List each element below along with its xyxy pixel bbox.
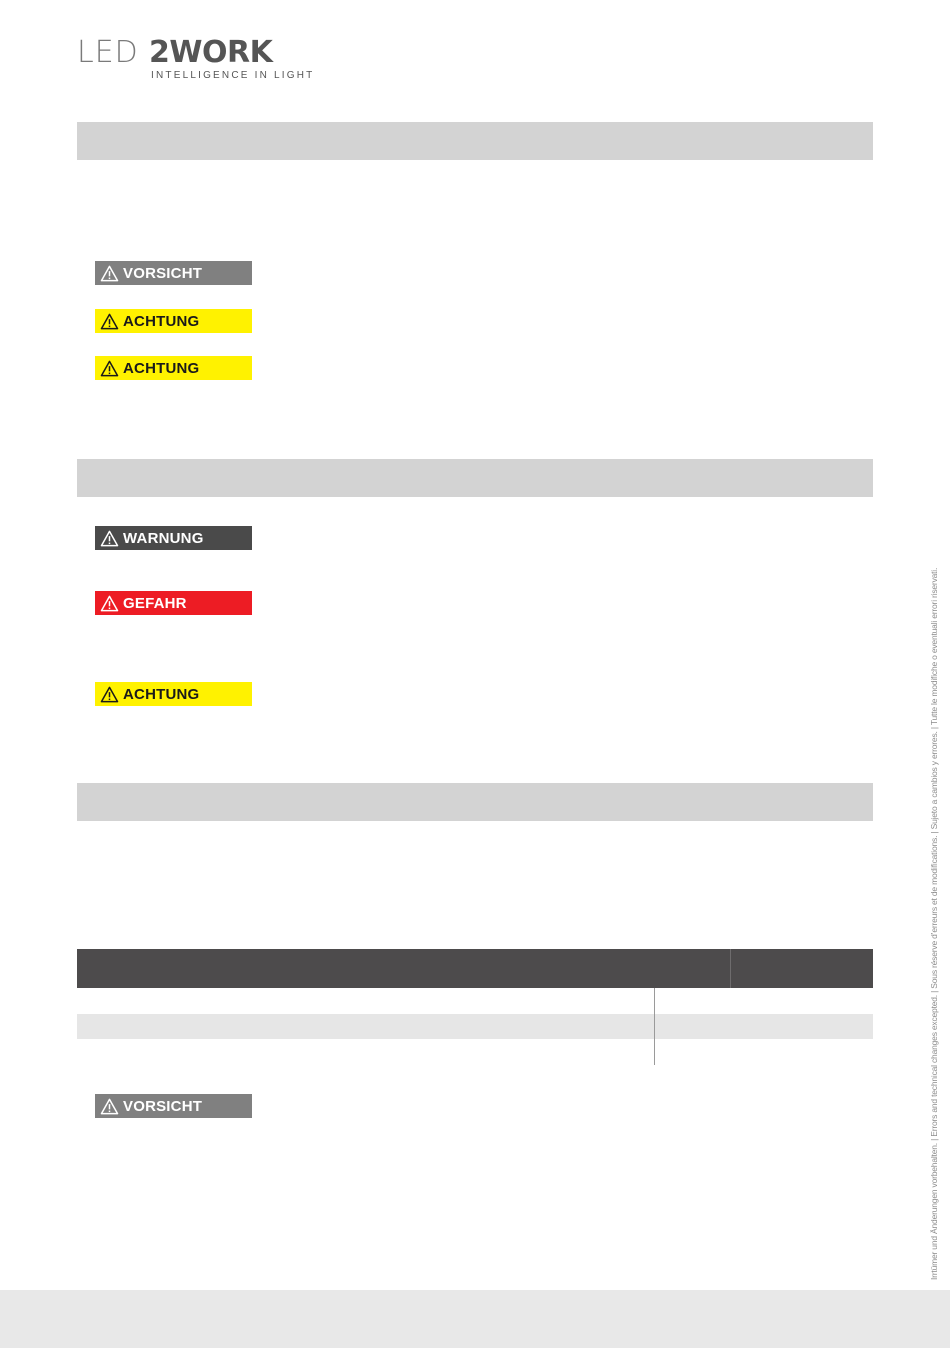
attention-badge: [95, 356, 252, 380]
table-row: [77, 1014, 873, 1039]
badge-label: VORSICHT: [123, 264, 203, 282]
badge-label: ACHTUNG: [123, 312, 200, 330]
table-header-divider: [730, 949, 731, 988]
warning-triangle-icon: [100, 360, 119, 377]
section-header-bar-2: [77, 459, 873, 497]
attention-badge: [95, 309, 252, 333]
warning-triangle-icon: [100, 1098, 119, 1115]
badge-label: ACHTUNG: [123, 685, 200, 703]
brand-logo: [77, 35, 315, 84]
badge-label: GEFAHR: [123, 594, 187, 612]
badge-label: ACHTUNG: [123, 359, 200, 377]
table-column-divider: [654, 988, 655, 1065]
warning-triangle-icon: [100, 595, 119, 612]
logo-work-text: 2WORK: [149, 35, 273, 70]
disclaimer-note: Irrtümer und Änderungen vorbehalten. | Errors and technical changes excepted. | Sous réserve d’erreurs et de modifications. | Sujeto a cambios y errores. | Tutte le modifiche o eventuali errori riservati.: [929, 567, 939, 1280]
table-header: [77, 949, 873, 988]
logo-tagline: INTELLIGENCE IN LIGHT: [151, 70, 315, 81]
danger-badge: [95, 591, 252, 615]
page-footer: [0, 1290, 950, 1348]
badge-label: WARNUNG: [123, 529, 204, 547]
warning-triangle-icon: [100, 265, 119, 282]
section-header-bar-1: [77, 122, 873, 160]
section-header-bar-3: [77, 783, 873, 821]
badge-label: VORSICHT: [123, 1097, 203, 1115]
table-row: [77, 1039, 873, 1064]
caution-badge: [95, 261, 252, 285]
warning-triangle-icon: [100, 313, 119, 330]
warning-triangle-icon: [100, 530, 119, 547]
warning-badge: [95, 526, 252, 550]
attention-badge: [95, 682, 252, 706]
caution-badge: [95, 1094, 252, 1118]
warning-triangle-icon: [100, 686, 119, 703]
logo-led-text: LED: [77, 35, 139, 70]
table-row: [77, 988, 873, 1013]
